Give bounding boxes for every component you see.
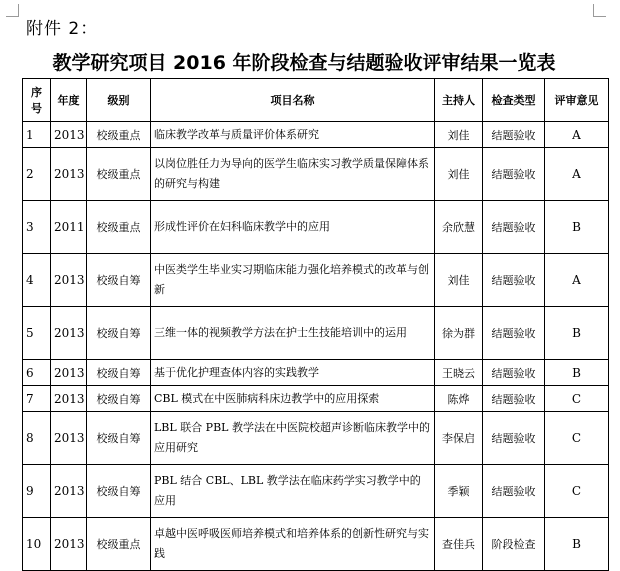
cell-host: 徐为群 — [435, 307, 483, 360]
cell-number: 5 — [23, 307, 51, 360]
table-row — [23, 412, 609, 465]
cell-number: 6 — [23, 360, 51, 386]
cell-review-result: C — [545, 412, 609, 465]
cell-number: 10 — [23, 518, 51, 571]
cell-number: 8 — [23, 412, 51, 465]
cell-year: 2011 — [51, 201, 87, 254]
cell-check-type: 结题验收 — [483, 386, 545, 412]
cell-host: 刘佳 — [435, 148, 483, 201]
cell-level: 校级自筹 — [87, 412, 151, 465]
table-row — [23, 307, 609, 360]
cell-check-type: 结题验收 — [483, 465, 545, 518]
cell-year: 2013 — [51, 307, 87, 360]
table-row — [23, 386, 609, 412]
header-review-result: 评审意见 — [545, 79, 609, 122]
cell-review-result: B — [545, 360, 609, 386]
cell-number: 4 — [23, 254, 51, 307]
cell-host: 季颖 — [435, 465, 483, 518]
cell-review-result: A — [545, 148, 609, 201]
cell-host: 余欣慧 — [435, 201, 483, 254]
cell-review-result: B — [545, 518, 609, 571]
cell-review-result: C — [545, 465, 609, 518]
cell-number: 1 — [23, 122, 51, 148]
attachment-label: 附件 2： — [26, 19, 99, 39]
header-year: 年度 — [51, 79, 87, 122]
cell-project-name: PBL 结合 CBL、LBL 教学法在临床药学实习教学中的应用 — [151, 465, 435, 518]
cell-check-type: 结题验收 — [483, 148, 545, 201]
cell-level: 校级自筹 — [87, 360, 151, 386]
cell-review-result: C — [545, 386, 609, 412]
cell-year: 2013 — [51, 254, 87, 307]
cell-level: 校级重点 — [87, 122, 151, 148]
cell-project-name: 卓越中医呼吸医师培养模式和培养体系的创新性研究与实践 — [151, 518, 435, 571]
cell-number: 3 — [23, 201, 51, 254]
cell-project-name: 三维一体的视频教学方法在护士生技能培训中的运用 — [151, 307, 435, 360]
header-check-type: 检查类型 — [483, 79, 545, 122]
cell-host: 王晓云 — [435, 360, 483, 386]
cell-check-type: 阶段检查 — [483, 518, 545, 571]
table-row — [23, 122, 609, 148]
cell-host: 刘佳 — [435, 122, 483, 148]
table-row — [23, 201, 609, 254]
table-header-row — [23, 79, 609, 122]
cell-year: 2013 — [51, 360, 87, 386]
cell-number: 9 — [23, 465, 51, 518]
cell-project-name: 临床教学改革与质量评价体系研究 — [151, 122, 435, 148]
cell-level: 校级自筹 — [87, 465, 151, 518]
cell-project-name: 以岗位胜任力为导向的医学生临床实习教学质量保障体系的研究与构建 — [151, 148, 435, 201]
cell-year: 2013 — [51, 412, 87, 465]
cell-year: 2013 — [51, 386, 87, 412]
page-corner-mark-left — [6, 4, 19, 17]
cell-review-result: A — [545, 122, 609, 148]
cell-level: 校级自筹 — [87, 254, 151, 307]
table-row — [23, 360, 609, 386]
cell-project-name: 中医类学生毕业实习期临床能力强化培养模式的改革与创新 — [151, 254, 435, 307]
table-row — [23, 518, 609, 571]
cell-check-type: 结题验收 — [483, 412, 545, 465]
cell-level: 校级自筹 — [87, 307, 151, 360]
cell-number: 7 — [23, 386, 51, 412]
cell-project-name: LBL 联合 PBL 教学法在中医院校超声诊断临床教学中的应用研究 — [151, 412, 435, 465]
cell-host: 刘佳 — [435, 254, 483, 307]
cell-year: 2013 — [51, 148, 87, 201]
cell-level: 校级重点 — [87, 518, 151, 571]
cell-year: 2013 — [51, 465, 87, 518]
review-results-table — [22, 78, 609, 571]
table-row — [23, 254, 609, 307]
table-row — [23, 148, 609, 201]
cell-project-name: CBL 模式在中医肺病科床边教学中的应用探索 — [151, 386, 435, 412]
cell-project-name: 基于优化护理查体内容的实践教学 — [151, 360, 435, 386]
header-project-name: 项目名称 — [151, 79, 435, 122]
header-level: 级别 — [87, 79, 151, 122]
header-host: 主持人 — [435, 79, 483, 122]
cell-review-result: A — [545, 254, 609, 307]
cell-number: 2 — [23, 148, 51, 201]
table-row — [23, 465, 609, 518]
cell-project-name: 形成性评价在妇科临床教学中的应用 — [151, 201, 435, 254]
cell-level: 校级自筹 — [87, 386, 151, 412]
cell-check-type: 结题验收 — [483, 254, 545, 307]
cell-host: 陈烨 — [435, 386, 483, 412]
cell-check-type: 结题验收 — [483, 122, 545, 148]
cell-review-result: B — [545, 201, 609, 254]
cell-host: 李保启 — [435, 412, 483, 465]
cell-year: 2013 — [51, 518, 87, 571]
cell-level: 校级重点 — [87, 148, 151, 201]
cell-review-result: B — [545, 307, 609, 360]
cell-check-type: 结题验收 — [483, 360, 545, 386]
header-no: 序号 — [23, 79, 51, 122]
document-title: 教学研究项目 2016 年阶段检查与结题验收评审结果一览表 — [52, 52, 556, 74]
cell-year: 2013 — [51, 122, 87, 148]
page-corner-mark-right — [593, 4, 606, 17]
cell-host: 查佳兵 — [435, 518, 483, 571]
cell-level: 校级重点 — [87, 201, 151, 254]
cell-check-type: 结题验收 — [483, 307, 545, 360]
cell-check-type: 结题验收 — [483, 201, 545, 254]
